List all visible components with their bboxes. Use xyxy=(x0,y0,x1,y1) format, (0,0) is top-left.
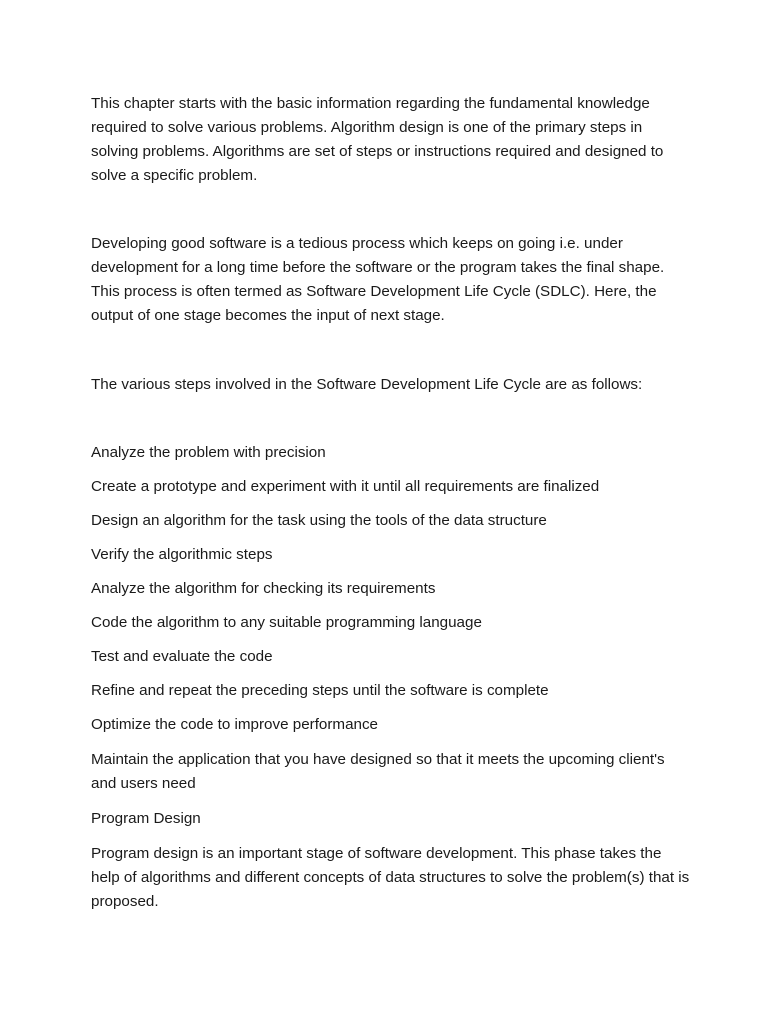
step-item: Test and evaluate the code xyxy=(91,648,273,665)
step-item: Refine and repeat the preceding steps until the software is complete xyxy=(91,682,549,699)
steps-intro: The various steps involved in the Software Development Life Cycle are as follows: xyxy=(91,376,643,393)
section-heading: Program Design xyxy=(91,810,201,827)
step-item: Verify the algorithmic steps xyxy=(91,546,273,563)
step-item: Design an algorithm for the task using the tools of the data structure xyxy=(91,512,547,529)
step-item: Optimize the code to improve performance xyxy=(91,716,379,733)
sdlc-paragraph: Developing good software is a tedious process which keeps on going i.e. under development for a long time before the software or the program takes the final shape. This process is often termed as Software Development Life Cycle (SDLC). Here, the output of one stage becomes the input of next stage. xyxy=(91,235,665,324)
step-item: Code the algorithm to any suitable programming language xyxy=(91,614,482,631)
step-item: Maintain the application that you have designed so that it meets the upcoming client's and users need xyxy=(91,751,665,792)
step-item: Analyze the problem with precision xyxy=(91,444,326,461)
intro-paragraph: This chapter starts with the basic information regarding the fundamental knowledge required to solve various problems. Algorithm design is one of the primary steps in solving problems. Algorithms are set of steps or instructions required and designed to solve a specific problem. xyxy=(91,95,664,184)
step-item: Create a prototype and experiment with it until all requirements are finalized xyxy=(91,478,600,495)
step-item: Analyze the algorithm for checking its requirements xyxy=(91,580,436,597)
program-design-paragraph: Program design is an important stage of software development. This phase takes the help of algorithms and different concepts of data structures to solve the problem(s) that is proposed. xyxy=(91,845,690,910)
